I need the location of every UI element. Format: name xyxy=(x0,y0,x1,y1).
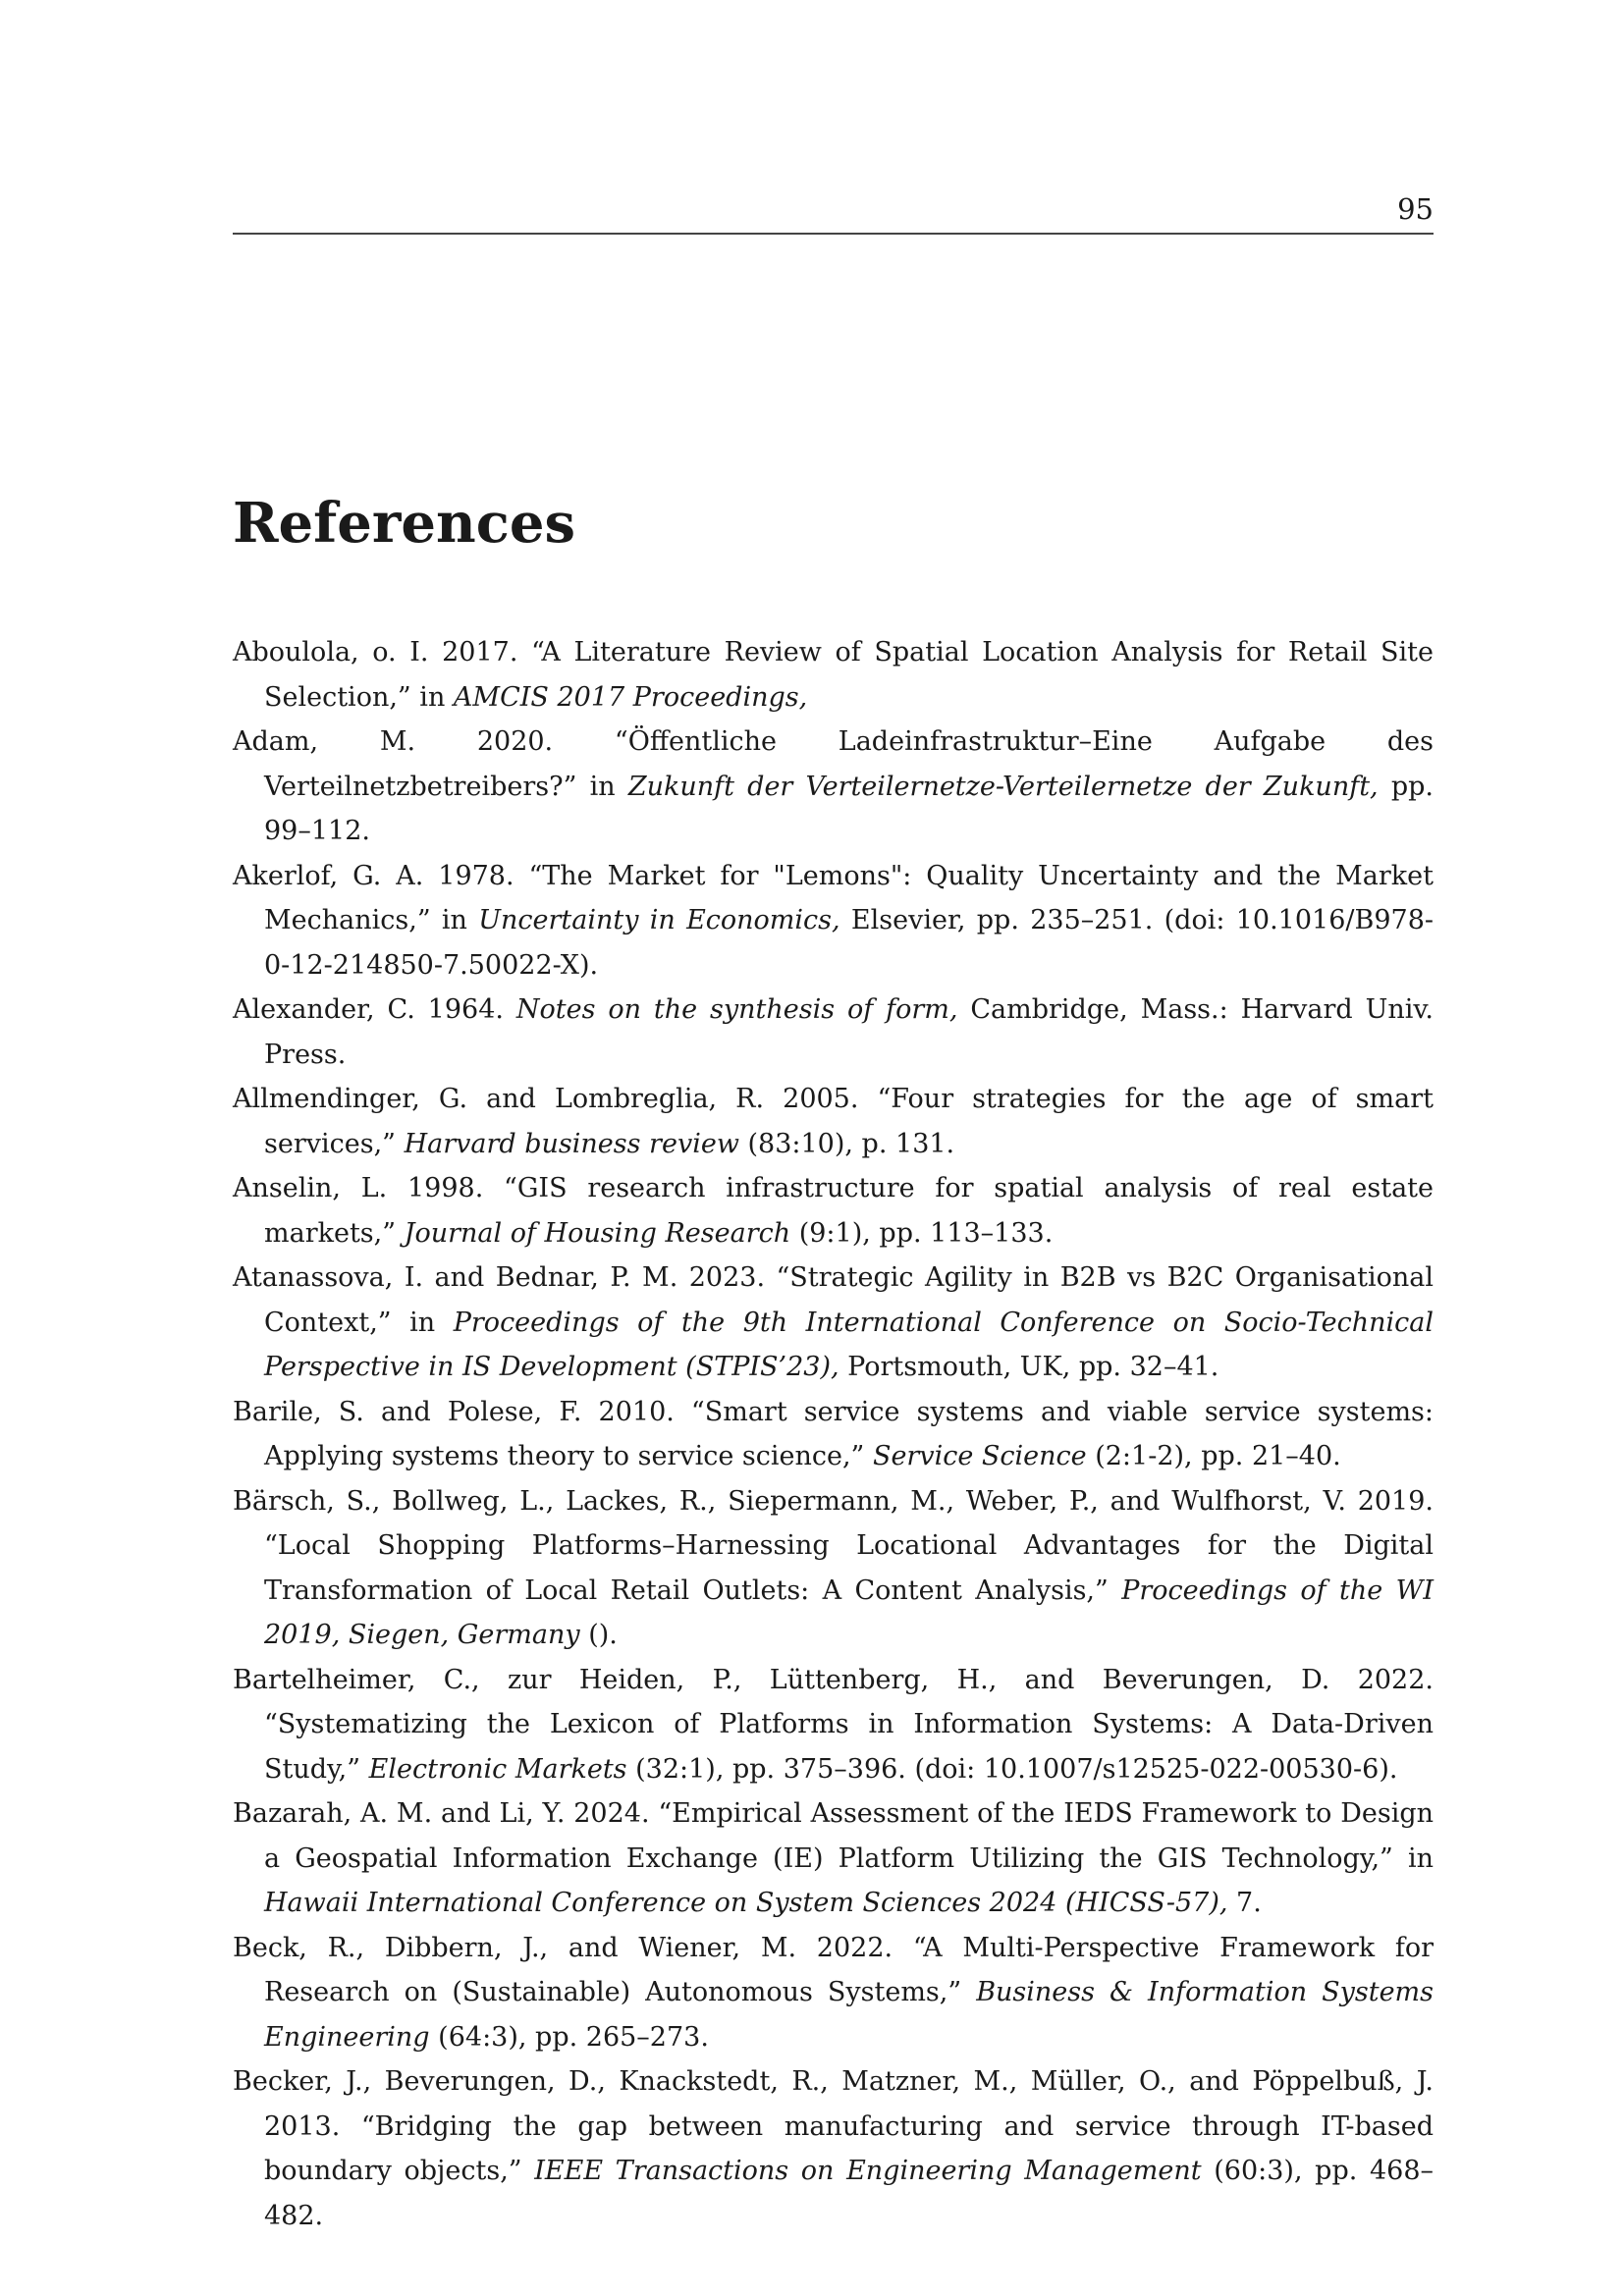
reference-entry: Atanassova, I. and Bednar, P. M. 2023. “Strategic Agility in B2B vs B2C Organisational Context,” in Proceedings of the 9th International Conference on Socio-Technical Perspective in IS Development (STPIS’23), Portsmouth, UK, pp. 32–41. xyxy=(233,1262,1434,1382)
reference-entry: Bazarah, A. M. and Li, Y. 2024. “Empirical Assessment of the IEDS Framework to Design a Geospatial Information Exchange (IE) Platform Utilizing the GIS Technology,” in Hawaii International Conference on System Sciences 2024 (HICSS-57), 7. xyxy=(233,1798,1434,1918)
chapter-title: References xyxy=(233,491,575,556)
reference-entry: Aboulola, o. I. 2017. “A Literature Review of Spatial Location Analysis for Retail Site Selection,” in AMCIS 2017 Proceedings, xyxy=(233,637,1434,713)
reference-entry: Akerlof, G. A. 1978. “The Market for "Lemons": Quality Uncertainty and the Market Mechanics,” in Uncertainty in Economics, Elsevier, pp. 235–251. (doi: 10.1016/B978-0-12-214850-7.50022-X). xyxy=(233,860,1434,981)
reference-entry: Adam, M. 2020. “Öffentliche Ladeinfrastruktur–Eine Aufgabe des Verteilnetzbetreibers?” in Zukunft der Verteilernetze-Verteilernetze der Zukunft, pp. 99–112. xyxy=(233,726,1435,846)
header-rule xyxy=(233,233,1434,235)
reference-entry: Alexander, C. 1964. Notes on the synthesis of form, Cambridge, Mass.: Harvard Univ. Press. xyxy=(233,994,1435,1070)
reference-entry: Beck, R., Dibbern, J., and Wiener, M. 2022. “A Multi-Perspective Framework for Research on (Sustainable) Autonomous Systems,” Business & Information Systems Engineering (64:3), pp. 265–273. xyxy=(233,1932,1435,2053)
reference-list xyxy=(233,630,1434,2238)
reference-entry: Becker, J., Beverungen, D., Knackstedt, R., Matzner, M., Müller, O., and Pöppelbuß, J. 2013. “Bridging the gap between manufacturing and service through IT-based boundary objects,” IEEE Transactions on Engineering Management (60:3), pp. 468–482. xyxy=(233,2066,1434,2231)
page-number: 95 xyxy=(1397,192,1434,226)
reference-entry: Barile, S. and Polese, F. 2010. “Smart service systems and viable service systems: Applying systems theory to service science,” Service Science (2:1-2), pp. 21–40. xyxy=(233,1396,1434,1471)
reference-entry: Bartelheimer, C., zur Heiden, P., Lüttenberg, H., and Beverungen, D. 2022. “Systematizing the Lexicon of Platforms in Information Systems: A Data-Driven Study,” Electronic Markets (32:1), pp. 375–396. (doi: 10.1007/s12525-022-00530-6). xyxy=(233,1664,1434,1785)
reference-entry: Anselin, L. 1998. “GIS research infrastructure for spatial analysis of real estate markets,” Journal of Housing Research (9:1), pp. 113–133. xyxy=(233,1173,1434,1249)
reference-entry: Bärsch, S., Bollweg, L., Lackes, R., Siepermann, M., Weber, P., and Wulfhorst, V. 2019. “Local Shopping Platforms–Harnessing Locational Advantages for the Digital Transformation of Local Retail Outlets: A Content Analysis,” Proceedings of the WI 2019, Siegen, Germany (). xyxy=(233,1485,1434,1650)
reference-entry: Allmendinger, G. and Lombreglia, R. 2005. “Four strategies for the age of smart services,” Harvard business review (83:10), p. 131. xyxy=(233,1084,1434,1159)
